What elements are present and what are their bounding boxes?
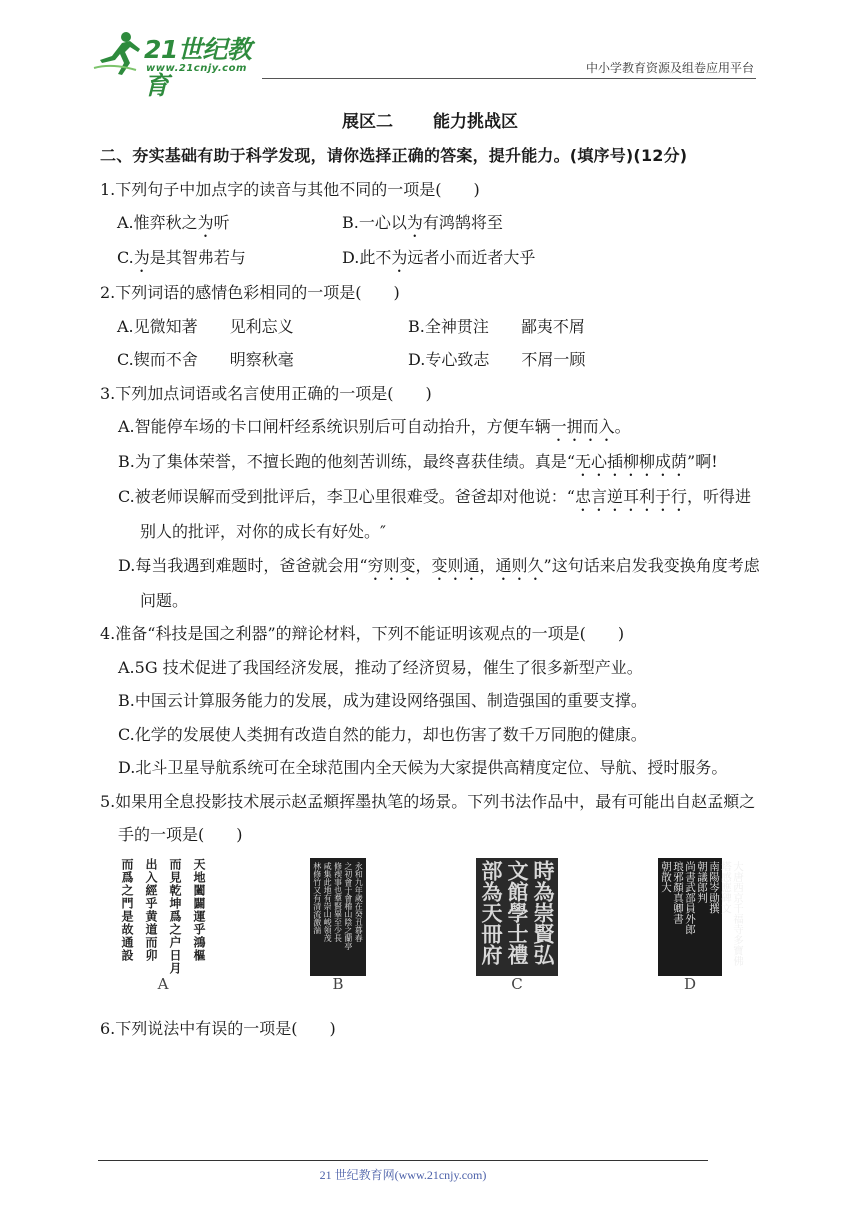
option-a: A.惟弈秋之为听 <box>117 213 230 232</box>
runner-logo-icon <box>92 30 144 76</box>
title-part-2: 能力挑战区 <box>433 112 518 132</box>
question-stem: 6.下列说法中有误的一项是( ) <box>100 1018 336 1038</box>
option-a: A.智能停车场的卡口闸杆经系统识别后可自动抬升，方便车辆一拥而入。 <box>118 417 631 436</box>
question-5 <box>100 785 762 1012</box>
section-heading: 二、夯实基础有助于科学发现，请你选择正确的答案，提升能力。(填序号)(12分) <box>100 146 688 165</box>
question-stem: 1.下列句子中加点字的读音与其他不同的一项是( ) <box>100 179 480 199</box>
calligraphy-image-d[interactable]: 大唐西京千福寺多寶佛 塔感應碑文 南陽岑勛撰 朝議郎判 尚書武部員外郎 琅邪顏真卿書 朝散大 D <box>658 858 722 976</box>
option-d: D.北斗卫星导航系统可在全球范围内全天候为大家提供高精度定位、导航、授时服务。 <box>118 758 728 777</box>
logo-url: www.21cnjy.com <box>146 63 247 74</box>
option-b: B.中国云计算服务能力的发展，成为建设网络强国、制造强国的重要支撑。 <box>118 691 647 710</box>
question-3 <box>100 377 762 618</box>
question-content <box>100 139 762 1045</box>
option-b: B.全神贯注 鄙夷不屑 <box>408 316 585 336</box>
title-part-1: 展区二 <box>342 112 393 132</box>
site-logo[interactable] <box>92 30 262 100</box>
option-c: C.为是其智弗若与 <box>117 248 246 267</box>
option-label-b: B <box>332 975 344 993</box>
calligraphy-options <box>100 852 762 1012</box>
question-1 <box>100 173 762 277</box>
question-stem: 4.准备“科技是国之利器”的辩论材料，下列不能证明该观点的一项是( ) <box>100 624 625 643</box>
option-a: A.见微知著 见利忘义 <box>117 316 294 336</box>
option-label-c: C <box>511 975 523 993</box>
option-c: C.锲而不舍 明察秋毫 <box>117 350 294 369</box>
footer-divider <box>98 1160 708 1161</box>
calligraphy-image-b[interactable]: 永和九年歲在癸丑暮春 之初會于會稽山陰之蘭亭 修禊事也羣賢畢至少長 咸集此地有崇山峻領茂 林修竹又有清流激湍 B <box>310 858 366 976</box>
page-header <box>0 0 860 100</box>
question-2 <box>100 276 762 377</box>
option-label-d: D <box>683 975 697 993</box>
option-d: D.专心致志 不屑一顾 <box>408 350 586 369</box>
logo-title: 21世纪教育 <box>144 35 252 100</box>
question-stem: 3.下列加点词语或名言使用正确的一项是( ) <box>100 383 432 403</box>
option-b: B.为了集体荣誉，不擅长跑的他刻苦训练，最终喜获佳绩。真是“无心插柳柳成荫”啊! <box>118 452 718 471</box>
question-4 <box>100 617 762 785</box>
question-stem: 2.下列词语的感情色彩相同的一项是( ) <box>100 283 400 302</box>
option-c: C.被老师误解而受到批评后，李卫心里很难受。爸爸却对他说：“忠言逆耳利于行，听得进别人的批评，对你的成长有好处。″ <box>118 487 751 541</box>
header-divider <box>262 78 756 79</box>
option-label-a: A <box>157 975 169 993</box>
option-d: D.此不为远者小而近者大乎 <box>342 248 536 267</box>
footer-link[interactable]: 21 世纪教育网(www.21cnjy.com) <box>319 1168 487 1182</box>
calligraphy-image-a[interactable]: 天地闔闢運乎鴻樞 而見乾坤爲之户日月 出入經乎黄道而卯 而爲之門是故通設 A <box>120 858 206 976</box>
calligraphy-image-c[interactable]: 時為崇賢弘 文館學士禮 部為天冊府 C <box>476 858 558 976</box>
option-b: B.一心以为有鸿鹄将至 <box>342 213 503 232</box>
option-c: C.化学的发展使人类拥有改造自然的能力，却也伤害了数千万同胞的健康。 <box>118 724 647 744</box>
option-a: A.5G 技术促进了我国经济发展，推动了经济贸易，催生了很多新型产业。 <box>118 657 643 677</box>
page-title <box>0 107 860 132</box>
question-6 <box>100 1012 762 1046</box>
option-d: D.每当我遇到难题时，爸爸就会用“穷则变，变则通，通则久”这句话来启发我变换角度考虑问题。 <box>118 555 760 610</box>
platform-name: 中小学教育资源及组卷应用平台 <box>585 61 754 75</box>
question-stem: 5.如果用全息投影技术展示赵孟頫挥墨执笔的场景。下列书法作品中，最有可能出自赵孟頫之手的一项是( ) <box>100 791 756 844</box>
